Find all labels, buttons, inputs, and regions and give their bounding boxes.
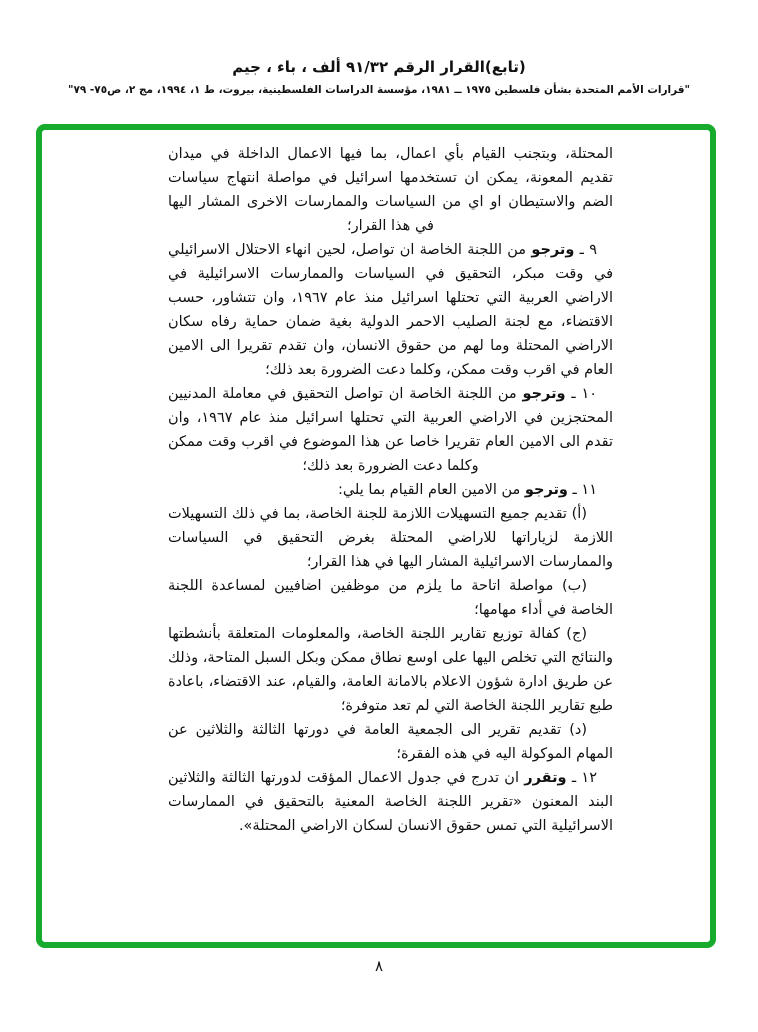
clause-9 xyxy=(168,238,613,382)
clause-number: ١٢ ـ xyxy=(566,770,597,786)
clause-11d xyxy=(168,718,613,766)
clause-bold-verb: وتقرر xyxy=(524,770,567,786)
clause-text: تقديم جميع التسهيلات اللازمة للجنة الخاصة، بما في ذلك التسهيلات اللازمة لزياراتها للاراضي المحتلة بغرض التحقيق في السياسات والممارسات الاسرائيلية المشار اليها في هذا القرار؛ xyxy=(168,506,613,570)
clause-continuation xyxy=(168,142,613,238)
clause-text: تقديم تقرير الى الجمعية العامة في دورتها الثالثة والثلاثين عن المهام الموكولة اليه في هذه الفقرة؛ xyxy=(168,722,613,762)
source-citation: "قرارات الأمم المتحدة بشأن فلسطين ١٩٧٥ ــ ١٩٨١، مؤسسة الدراسات الفلسطينية، بيروت، ط ١، ١٩٩٤، مج ٢، ص٧٥- ٧٩" xyxy=(67,84,691,96)
clause-bold-verb: وترجو xyxy=(524,482,568,498)
clause-letter: (أ) xyxy=(566,506,587,522)
clause-number: ١٠ ـ xyxy=(565,386,598,402)
clause-text: مواصلة اتاحة ما يلزم من موظفين اضافيين لمساعدة اللجنة الخاصة في أداء مهامها؛ xyxy=(168,578,613,618)
clause-text: المحتلة، وبتجنب القيام بأي اعمال، بما فيها الاعمال الداخلة في ميدان تقديم المعونة، يمكن ان تستخدمها اسرائيل في مواصلة انتهاج سياسات الضم والاستيطان او اي من السياسات والممارسات الاخرى المشار اليها في هذا القرار؛ xyxy=(168,146,613,234)
clause-number: ١١ ـ xyxy=(567,482,597,498)
clause-text: من اللجنة الخاصة ان تواصل، لحين انهاء الاحتلال الاسرائيلي في وقت مبكر، التحقيق في السياسات والممارسات الاسرائيلية في الاراضي العربية التي تحتلها اسرائيل منذ عام ١٩٦٧، وان تتشاور، حسب الاقتضاء، مع لجنة الصليب الاحمر الدولية بغية ضمان حماية رفاه سكان الاراضي المحتلة وما لهم من حقوق الانسان، وان تقدم تقريرا الى الامين العام في اقرب وقت ممكن، وكلما دعت الضرورة بعد ذلك؛ xyxy=(168,242,613,378)
clause-11a xyxy=(168,502,613,574)
clause-text: كفالة توزيع تقارير اللجنة الخاصة، والمعلومات المتعلقة بأنشطتها والنتائج التي تخلص اليها على اوسع نطاق ممكن وبكل السبل المتاحة، وذلك عن طريق ادارة شؤون الاعلام بالامانة العامة، والقيام، عند الاقتضاء، باعادة طبع تقارير اللجنة الخاصة التي لم تعد متوفرة؛ xyxy=(168,626,613,714)
clause-letter: (ج) xyxy=(559,626,587,642)
clause-letter: (د) xyxy=(561,722,587,738)
resolution-body xyxy=(168,142,613,838)
clause-text: ان تدرج في جدول الاعمال المؤقت لدورتها الثالثة والثلاثين البند المعنون «تقرير اللجنة الخاصة المعنية بالتحقيق في الممارسات الاسرائيلية التي تمس حقوق الانسان لسكان الاراضي المحتلة». xyxy=(168,770,613,834)
clause-11c xyxy=(168,622,613,718)
clause-text: من الامين العام القيام بما يلي: xyxy=(337,482,525,498)
clause-bold-verb: وترجو xyxy=(531,242,575,258)
clause-number: ٩ ـ xyxy=(574,242,597,258)
page-number: ٨ xyxy=(374,957,384,975)
page-header xyxy=(0,58,758,96)
clause-10 xyxy=(168,382,613,478)
resolution-title: (تابع)القرار الرقم ٩١/٣٢ ألف ، باء ، جيم xyxy=(232,58,526,76)
clause-letter: (ب) xyxy=(553,578,587,594)
clause-11b xyxy=(168,574,613,622)
clause-12 xyxy=(168,766,613,838)
clause-text: من اللجنة الخاصة ان تواصل التحقيق في معاملة المدنيين المحتجزين في الاراضي العربية التي تحتلها اسرائيل منذ عام ١٩٦٧، وان تقدم الى الامين العام تقريرا خاصا عن هذا الموضوع في اقرب وقت ممكن وكلما دعت الضرورة بعد ذلك؛ xyxy=(168,386,613,474)
clause-bold-verb: وترجو xyxy=(522,386,566,402)
clause-11 xyxy=(168,478,613,502)
